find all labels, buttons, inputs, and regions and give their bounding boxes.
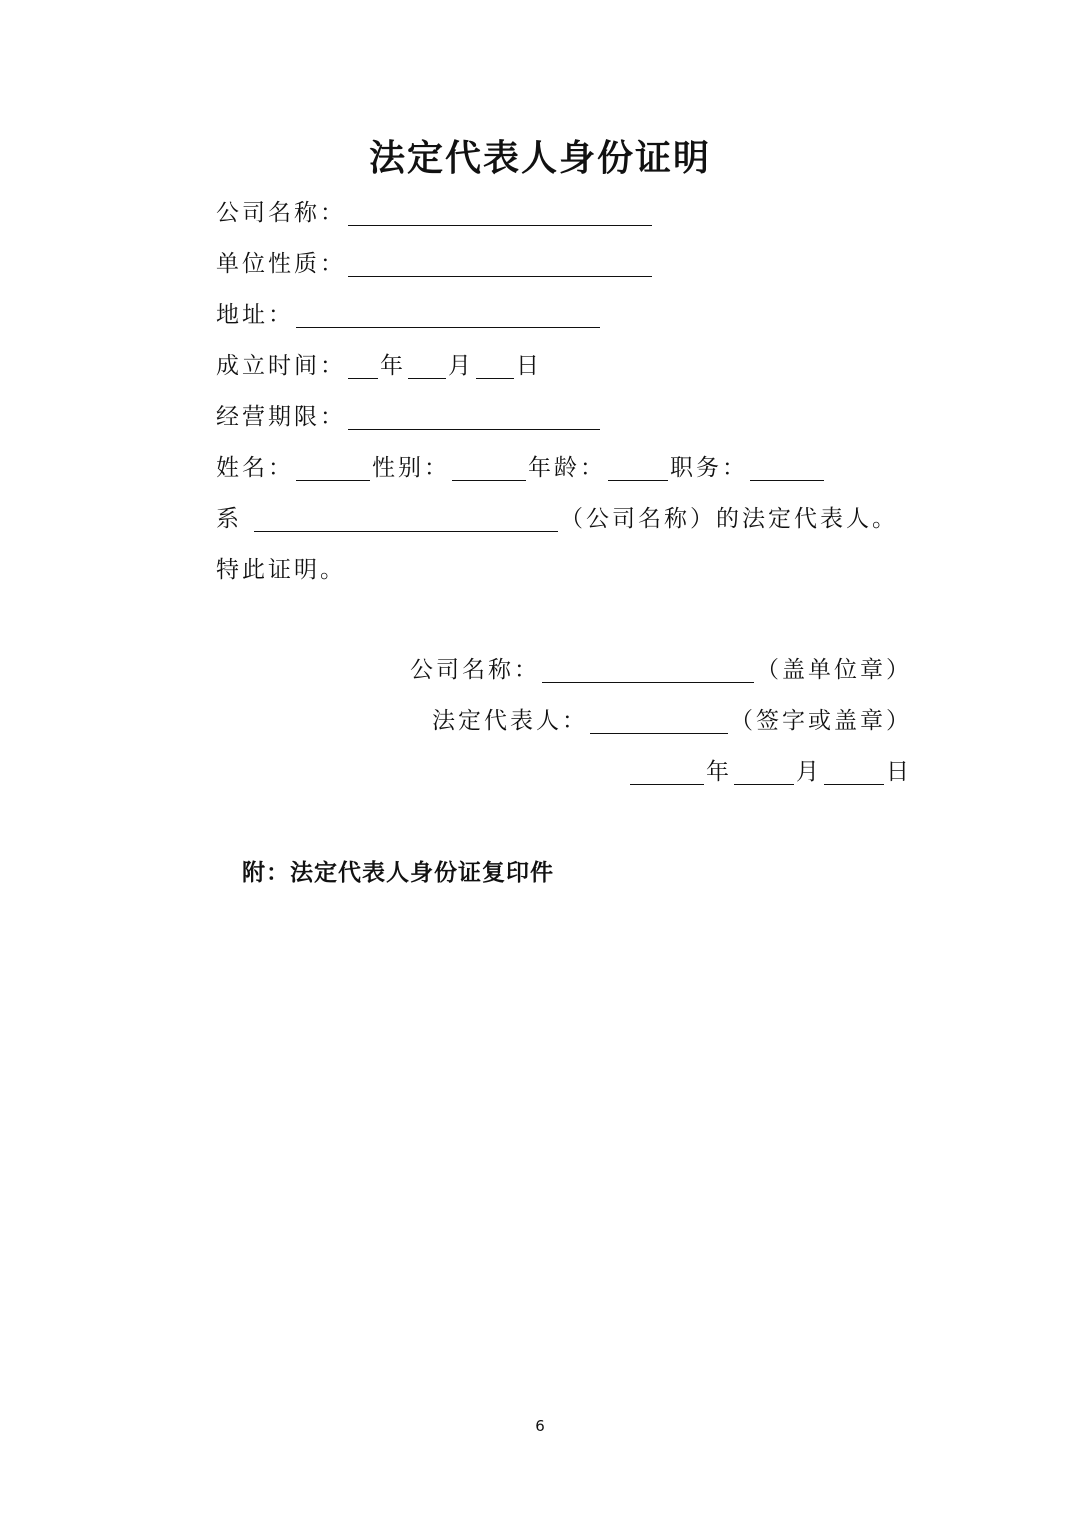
address-blank[interactable] (296, 301, 600, 328)
established-row (216, 349, 542, 383)
established-year-label: 年 (380, 353, 406, 379)
statement-suffix: （公司名称）的法定代表人。 (560, 506, 898, 532)
unit-nature-label: 单位性质： (216, 251, 346, 277)
unit-nature-row (216, 247, 654, 281)
established-year-blank[interactable] (348, 352, 378, 379)
position-blank[interactable] (750, 454, 824, 481)
address-row (216, 298, 602, 332)
signature-company-blank[interactable] (542, 656, 754, 683)
signature-rep-blank[interactable] (590, 707, 728, 734)
established-month-blank[interactable] (408, 352, 446, 379)
established-month-label: 月 (448, 353, 474, 379)
age-label: 年龄： (528, 455, 606, 481)
company-name-row (216, 196, 654, 230)
signature-company-note: （盖单位章） (756, 657, 912, 683)
signature-rep-row (432, 704, 912, 738)
established-day-blank[interactable] (476, 352, 514, 379)
business-term-row (216, 400, 602, 434)
signature-rep-note: （签字或盖章） (730, 708, 912, 734)
certify-text: 特此证明。 (216, 557, 346, 583)
statement-row (216, 502, 898, 536)
gender-blank[interactable] (452, 454, 526, 481)
statement-prefix: 系 (216, 506, 242, 532)
established-day-label: 日 (516, 353, 542, 379)
age-blank[interactable] (608, 454, 668, 481)
signature-rep-label: 法定代表人： (432, 708, 588, 734)
company-name-label: 公司名称： (216, 200, 346, 226)
signature-company-label: 公司名称： (410, 657, 540, 683)
position-label: 职务： (670, 455, 748, 481)
address-label: 地址： (216, 302, 294, 328)
statement-company-blank[interactable] (254, 505, 558, 532)
business-term-label: 经营期限： (216, 404, 346, 430)
unit-nature-blank[interactable] (348, 250, 652, 277)
page-title: 法定代表人身份证明 (368, 137, 711, 179)
gender-label: 性别： (372, 455, 450, 481)
certify-row (216, 553, 346, 587)
signature-month-blank[interactable] (734, 758, 794, 785)
business-term-blank[interactable] (348, 403, 600, 430)
name-label: 姓名： (216, 455, 294, 481)
signature-date-row (628, 755, 912, 789)
signature-year-blank[interactable] (630, 758, 704, 785)
company-name-blank[interactable] (348, 199, 652, 226)
attachment-note: 附：法定代表人身份证复印件 (242, 859, 554, 886)
established-label: 成立时间： (216, 353, 346, 379)
signature-company-row (410, 653, 912, 687)
signature-day-label: 日 (886, 759, 912, 785)
signature-year-label: 年 (706, 759, 732, 785)
page-number: 6 (535, 1417, 545, 1435)
name-blank[interactable] (296, 454, 370, 481)
personal-info-row (216, 451, 826, 485)
signature-month-label: 月 (796, 759, 822, 785)
signature-day-blank[interactable] (824, 758, 884, 785)
